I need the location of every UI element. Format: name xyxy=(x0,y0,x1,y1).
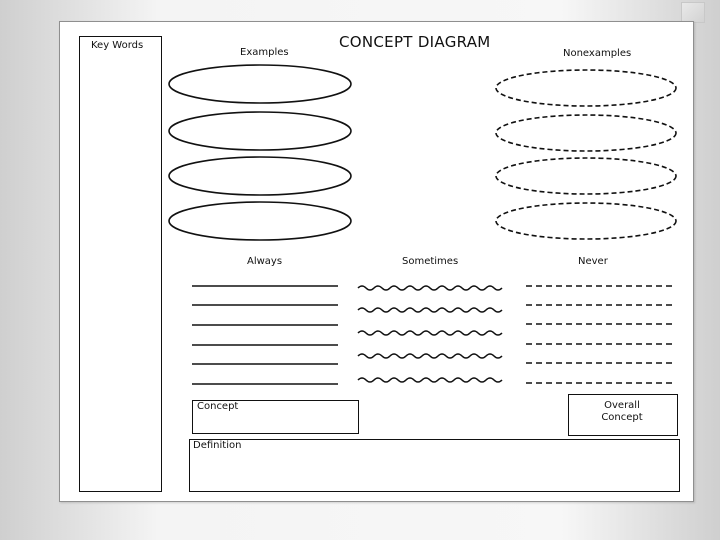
always-label: Always xyxy=(247,256,283,267)
sometimes-label: Sometimes xyxy=(402,256,459,267)
corner-decoration xyxy=(681,2,705,23)
overall-concept-label: Overall Concept xyxy=(601,400,643,423)
diagram-title: CONCEPT DIAGRAM xyxy=(339,33,491,51)
definition-label: Definition xyxy=(193,440,242,451)
key-words-label: Key Words xyxy=(91,40,144,51)
concept-label: Concept xyxy=(197,401,239,412)
key-words-box[interactable] xyxy=(79,36,162,492)
nonexamples-label: Nonexamples xyxy=(563,48,632,59)
definition-box[interactable] xyxy=(189,439,680,492)
examples-label: Examples xyxy=(240,47,289,58)
never-label: Never xyxy=(578,256,608,267)
